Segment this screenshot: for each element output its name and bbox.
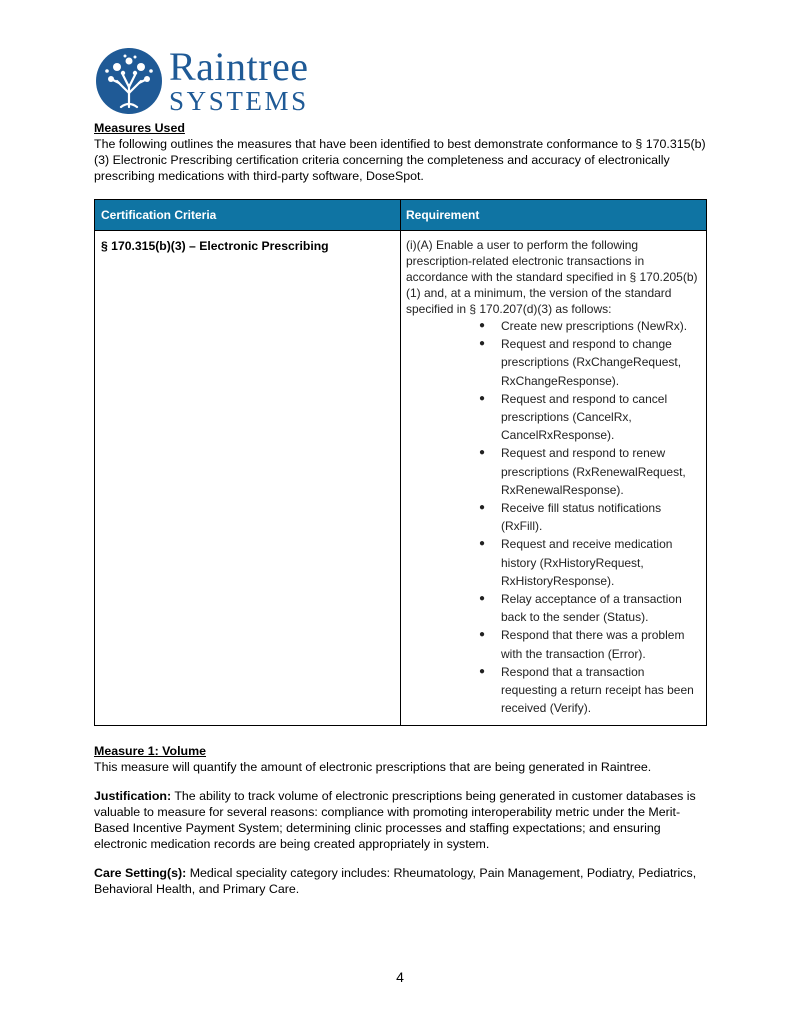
col-header-requirement: Requirement <box>406 208 480 222</box>
criteria-cell: § 170.315(b)(3) – Electronic Prescribing <box>101 239 329 253</box>
logo-name-line1: Raintree <box>169 44 309 89</box>
measures-used-paragraph: The following outlines the measures that have been identified to best demonstrate conformance to § 170.315(b)(3) Electronic Prescribing certification criteria concerning the completeness and accuracy of electronically prescribing medications with third-party software, DoseSpot. <box>94 137 706 183</box>
measure1-paragraph: This measure will quantify the amount of electronic prescriptions that are being generated in Raintree. <box>94 760 652 774</box>
requirement-intro: (i)(A) Enable a user to perform the following prescription-related electronic transactions in accordance with the standard specified in § 170.205(b)(1) and, at a minimum, the version of the standard specified in § 170.207(d)(3) as follows: <box>406 238 698 316</box>
list-item: ● Request and respond to cancel prescriptions (CancelRx, CancelRxResponse). <box>479 391 668 443</box>
bullet-icon: ● <box>479 665 486 677</box>
raintree-logo <box>95 44 335 117</box>
justification-text: The ability to track volume of electronic prescriptions being generated in customer databases is valuable to measure for several reasons: compliance with promoting interoperability metric under the Merit-Based Incentive Payment System; determining clinic processes and staffing expectations; and ensuring electronic medication records are being created appropriately in system. <box>94 789 696 851</box>
list-item: ● Request and respond to change prescriptions (RxChangeRequest, RxChangeResponse). <box>479 337 682 388</box>
bullet-icon: ● <box>479 338 486 350</box>
list-item: ● Respond that there was a problem with the transaction (Error). <box>479 628 685 661</box>
list-item: ● Request and respond to renew prescriptions (RxRenewalRequest, RxRenewalResponse). <box>479 446 686 497</box>
requirement-cell <box>406 237 698 717</box>
justification-paragraph <box>94 788 708 852</box>
bullet-icon: ● <box>479 392 486 404</box>
column-divider <box>400 200 401 725</box>
measures-used-heading: Measures Used <box>94 121 185 135</box>
justification-label: Justification: <box>94 789 172 803</box>
bullet-icon: ● <box>479 629 486 641</box>
bullet-icon: ● <box>479 447 486 459</box>
bullet-icon: ● <box>479 502 486 514</box>
care-setting-text: Medical speciality category includes: Rheumatology, Pain Management, Podiatry, Pediatrics, Behavioral Health, and Primary Care. <box>94 866 697 896</box>
list-item: ● Receive fill status notifications (RxFill). <box>479 501 662 534</box>
page-number: 4 <box>396 969 404 985</box>
bullet-icon: ● <box>479 538 486 550</box>
bullet-icon: ● <box>479 320 486 331</box>
measure1-heading: Measure 1: Volume <box>94 744 207 758</box>
criteria-table <box>94 199 707 726</box>
requirement-list <box>406 317 698 717</box>
list-item: ● Request and receive medication history (RxHistoryRequest, RxHistoryResponse). <box>479 537 673 588</box>
care-setting-paragraph <box>94 865 708 897</box>
list-item: ● Relay acceptance of a transaction back to the sender (Status). <box>479 592 682 625</box>
col-header-criteria: Certification Criteria <box>101 208 217 222</box>
logo-name-line2: SYSTEMS <box>169 86 309 116</box>
list-item: ● Respond that a transaction requesting a return receipt has been received (Verify). <box>479 664 694 716</box>
tree-emblem-icon <box>95 47 163 115</box>
care-setting-label: Care Setting(s): <box>94 866 187 880</box>
bullet-icon: ● <box>479 593 486 605</box>
list-item: ● Create new prescriptions (NewRx). <box>406 317 698 335</box>
